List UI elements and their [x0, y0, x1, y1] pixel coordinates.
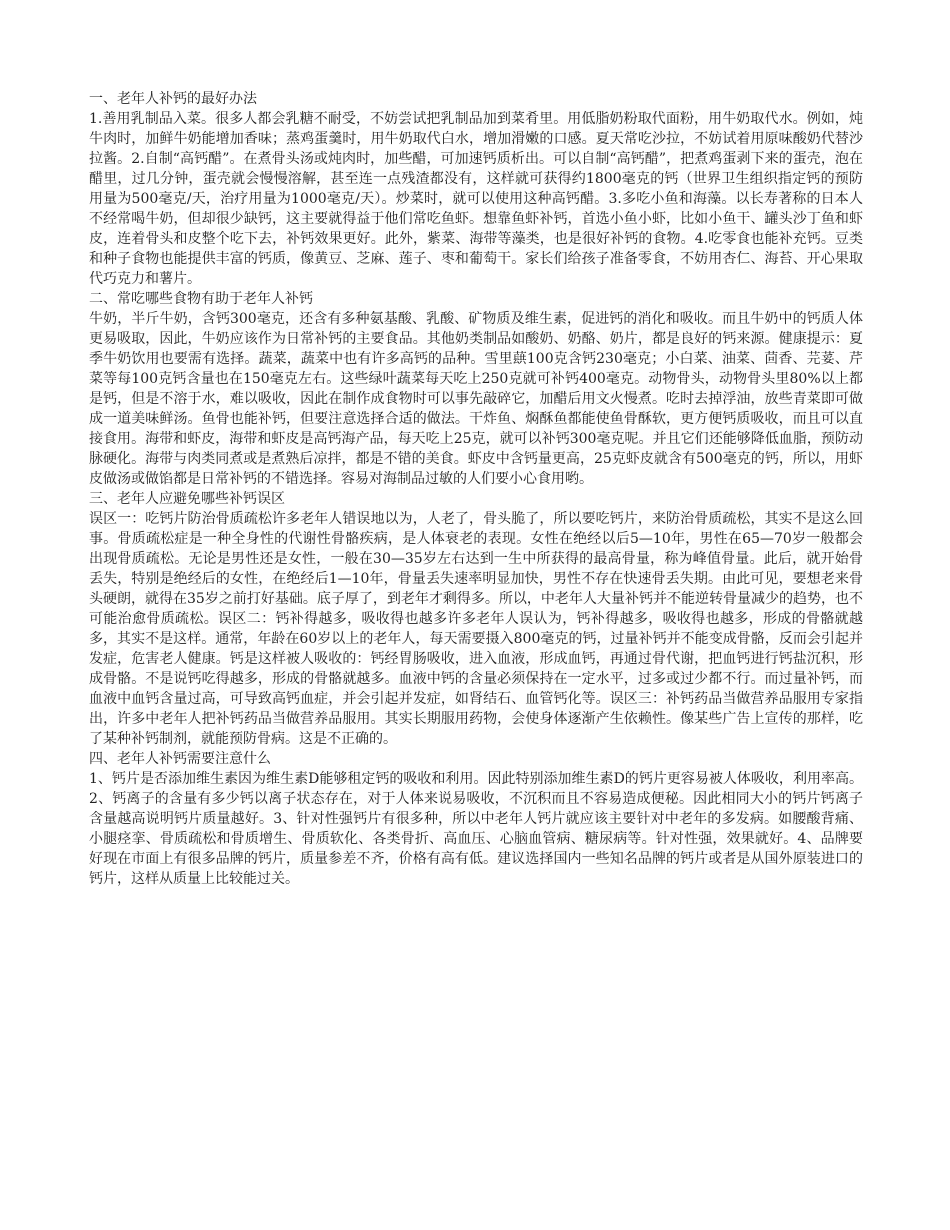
- section-body: 1、钙片是否添加维生素因为维生素D能够租定钙的吸收和利用。因此特别添加维生素D的钙片更容易被人体吸收，利用率高。2、钙离子的含量有多少钙以离子状态存在，对于人体来说易吸收，不沉积而且不容易造成便秘。因此相同大小的钙片钙离子含量越高说明钙片质量越好。3、针对性强钙片有很多种，所以中老年人钙片就应该主要针对中老年的多发病。如腰酸背痛、小腿痉挛、骨质疏松和骨质增生、骨质软化、各类骨折、高血压、心脑血管病、糖尿病等。针对性强，效果就好。4、品牌要好现在市面上有很多品牌的钙片，质量参差不齐，价格有高有低。建议选择国内一些知名品牌的钙片或者是从国外原装进口的钙片，这样从质量上比较能过关。: [89, 771, 863, 887]
- section-body: 牛奶，半斤牛奶，含钙300毫克，还含有多种氨基酸、乳酸、矿物质及维生素，促进钙的消化和吸收。而且牛奶中的钙质人体更易吸取，因此，牛奶应该作为日常补钙的主要食品。其他奶类制品如酸奶、奶酪、奶片，都是良好的钙来源。健康提示：夏季牛奶饮用也要需有选择。蔬菜，蔬菜中也有许多高钙的品种。雪里蕻100克含钙230毫克；小白菜、油菜、茴香、芫荽、芹菜等每100克钙含量也在150毫克左右。这些绿叶蔬菜每天吃上250克就可补钙400毫克。动物骨头，动物骨头里80%以上都是钙，但是不溶于水，难以吸收，因此在制作成食物时可以事先敲碎它，加醋后用文火慢煮。吃时去掉浮油，放些青菜即可做成一道美味鲜汤。鱼骨也能补钙，但要注意选择合适的做法。干炸鱼、焖酥鱼都能使鱼骨酥软，更方便钙质吸收，而且可以直接食用。海带和虾皮，海带和虾皮是高钙海产品，每天吃上25克，就可以补钙300毫克呢。并且它们还能够降低血脂，预防动脉硬化。海带与肉类同煮或是煮熟后凉拌，都是不错的美食。虾皮中含钙量更高，25克虾皮就含有500毫克的钙，所以，用虾皮做汤或做馅都是日常补钙的不错选择。容易对海制品过敏的人们要小心食用哟。: [89, 311, 863, 487]
- section-heading: 四、老年人补钙需要注意什么: [89, 751, 271, 767]
- section-body: 误区一：吃钙片防治骨质疏松许多老年人错误地以为，人老了，骨头脆了，所以要吃钙片，来防治骨质疏松，其实不是这么回事。骨质疏松症是一种全身性的代谢性骨骼疾病，是人体衰老的表现。女性在绝经以后5—10年，男性在65—70岁一般都会出现骨质疏松。无论是男性还是女性，一般在30—35岁左右达到一生中所获得的最高骨量，称为峰值骨量。此后，就开始骨丢失，特别是绝经后的女性，在绝经后1—10年，骨量丢失速率明显加快，男性不存在快速骨丢失期。由此可见，要想老来骨头硬朗，就得在35岁之前打好基础。底子厚了，到老年才剩得多。所以，中老年人大量补钙并不能逆转骨量减少的趋势，也不可能治愈骨质疏松。误区二：钙补得越多，吸收得也越多许多老年人误认为，钙补得越多，吸收得也越多，形成的骨骼就越多，其实不是这样。通常，年龄在60岁以上的老年人，每天需要摄入800毫克的钙，过量补钙并不能变成骨骼，反而会引起并发症，危害老人健康。钙是这样被人吸收的：钙经胃肠吸收，进入血液，形成血钙，再通过骨代谢，把血钙进行钙盐沉积，形成骨骼。不是说钙吃得越多，形成的骨骼就越多。血液中钙的含量必须保持在一定水平，过多或过少都不行。而过量补钙，而血液中血钙含量过高，可导致高钙血症，并会引起并发症，如肾结石、血管钙化等。误区三：补钙药品当做营养品服用专家指出，许多中老年人把补钙药品当做营养品服用。其实长期服用药物，会使身体逐渐产生依赖性。像某些广告上宣传的那样，吃了某种补钙制剂，就能预防骨病。这是不正确的。: [89, 511, 863, 747]
- section-heading: 一、老年人补钙的最好办法: [89, 91, 257, 107]
- document-page: [89, 89, 863, 889]
- section-4: [89, 749, 863, 889]
- section-body: 1.善用乳制品入菜。很多人都会乳糖不耐受，不妨尝试把乳制品加到菜肴里。用低脂奶粉取代面粉，用牛奶取代水。例如，炖牛肉时，加鲜牛奶能增加香味；蒸鸡蛋羹时，用牛奶取代白水，增加滑嫩的口感。夏天常吃沙拉，不妨试着用原味酸奶代替沙拉酱。2.自制“高钙醋”。在煮骨头汤或炖肉时，加些醋，可加速钙质析出。可以自制“高钙醋”，把煮鸡蛋剥下来的蛋壳，泡在醋里，过几分钟，蛋壳就会慢慢溶解，甚至连一点残渣都没有，这样就可获得约1800毫克的钙（世界卫生组织指定钙的预防用量为500毫克/天，治疗用量为1000毫克/天）。炒菜时，就可以使用这种高钙醋。3.多吃小鱼和海藻。以长寿著称的日本人不经常喝牛奶，但却很少缺钙，这主要就得益于他们常吃鱼虾。想靠鱼虾补钙，首选小鱼小虾，比如小鱼干、罐头沙丁鱼和虾皮，连着骨头和皮整个吃下去，补钙效果更好。此外，紫菜、海带等藻类，也是很好补钙的食物。4.吃零食也能补充钙。豆类和种子食物也能提供丰富的钙质，像黄豆、芝麻、莲子、枣和葡萄干。家长们给孩子准备零食，不妨用杏仁、海苔、开心果取代巧克力和薯片。: [89, 111, 863, 287]
- section-heading: 二、常吃哪些食物有助于老年人补钙: [89, 291, 313, 307]
- section-heading: 三、老年人应避免哪些补钙误区: [89, 491, 285, 507]
- section-3: [89, 489, 863, 749]
- section-2: [89, 289, 863, 489]
- section-1: [89, 89, 863, 289]
